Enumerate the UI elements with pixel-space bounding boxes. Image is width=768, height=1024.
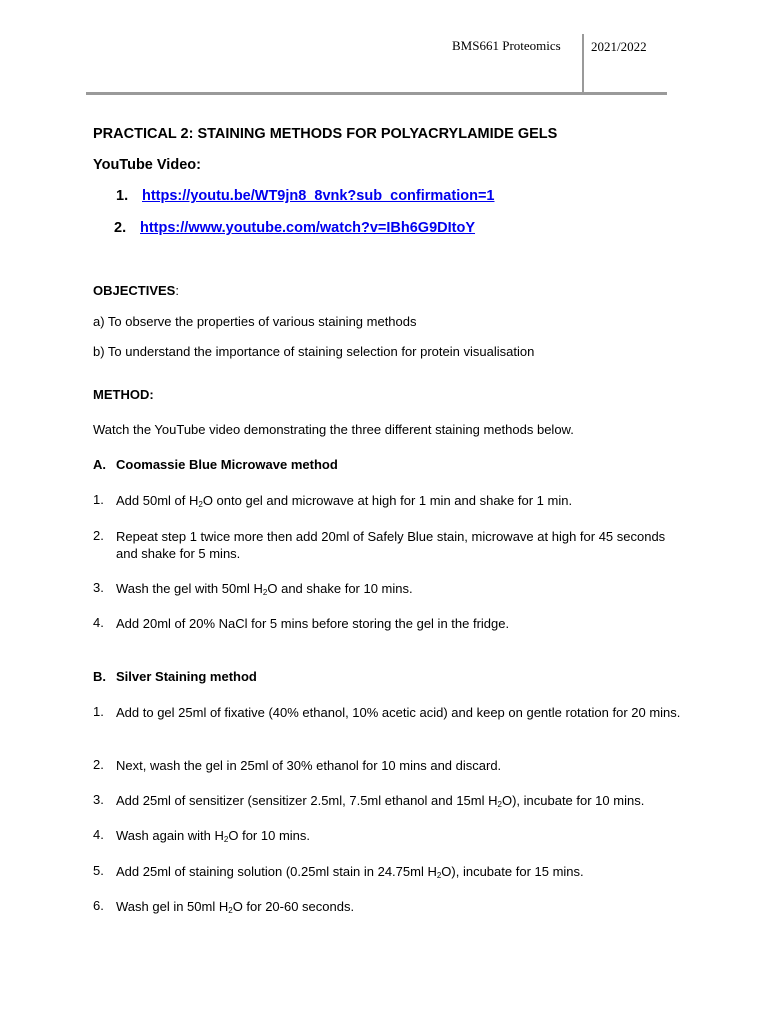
header-course: BMS661 Proteomics [452,38,561,53]
link-number: 1. [116,188,129,204]
objectives-colon: : [175,283,179,298]
section-b-step-5: Add 25ml of staining solution (0.25ml stain in 24.75ml $H_2O$), incubate for 15 mins. [116,864,584,880]
step-number: 1. [93,492,104,507]
youtube-heading: YouTube Video: [93,157,201,173]
header-year: 2021/2022 [591,39,647,54]
section-a-label: A. [93,457,106,472]
section-b-title: Silver Staining method [116,669,257,684]
step-number: 4. [93,827,104,842]
step-number: 6. [93,898,104,913]
youtube-link-1[interactable]: https://youtu.be/WT9jn8_8vnk?sub_confirmation=1 [142,188,495,204]
objective-item-a: a) To observe the properties of various staining methods [93,314,417,329]
step-number: 4. [93,615,104,630]
header-rule [86,92,667,95]
objectives-heading-text: OBJECTIVES [93,283,176,298]
step-number: 2. [93,528,104,543]
section-a-step-4: Add 20ml of 20% NaCl for 5 mins before storing the gel in the fridge. [116,616,510,631]
section-b-step-2: Next, wash the gel in 25ml of 30% ethanol for 10 mins and discard. [116,758,502,773]
section-b-step-4: Wash again with $H_2O$ for 10 mins. [116,828,310,844]
section-b-step-3: Add 25ml of sensitizer (sensitizer 2.5ml, 7.5ml ethanol and 15ml $H_2O$), incubate for 10 mins. [116,793,645,809]
step-number: 2. [93,757,104,772]
step-number: 1. [93,704,104,719]
youtube-link-2[interactable]: https://www.youtube.com/watch?v=IBh6G9DItoY [140,220,476,236]
step-number: 5. [93,863,104,878]
section-a-step-2: Repeat step 1 twice more then add 20ml of Safely Blue stain, microwave at high for 45 seconds and shake for 5 mins. [116,529,666,561]
method-heading: METHOD: [93,387,154,402]
link-number: 2. [114,220,127,236]
step-number: 3. [93,580,104,595]
step-number: 3. [93,792,104,807]
objective-item-b: b) To understand the importance of staining selection for protein visualisation [93,344,535,359]
section-b-step-6: Wash gel in 50ml $H_2O$ for 20-60 seconds. [116,899,355,915]
objectives-heading [93,283,179,298]
section-b-step-1: Add to gel 25ml of fixative (40% ethanol, 10% acetic acid) and keep on gentle rotation for 20 mins. [116,705,681,720]
page-title: PRACTICAL 2: STAINING METHODS FOR POLYACRYLAMIDE GELS [93,126,558,142]
section-a-step-3: Wash the gel with 50ml $H_2O$ and shake for 10 mins. [116,581,413,597]
section-a-step-1: Add 50ml of $H_2O$ onto gel and microwave at high for 1 min and shake for 1 min. [116,493,573,509]
method-intro: Watch the YouTube video demonstrating the three different staining methods below. [93,422,574,437]
section-a-title: Coomassie Blue Microwave method [116,457,338,472]
section-b-label: B. [93,669,106,684]
header-divider [582,34,584,92]
